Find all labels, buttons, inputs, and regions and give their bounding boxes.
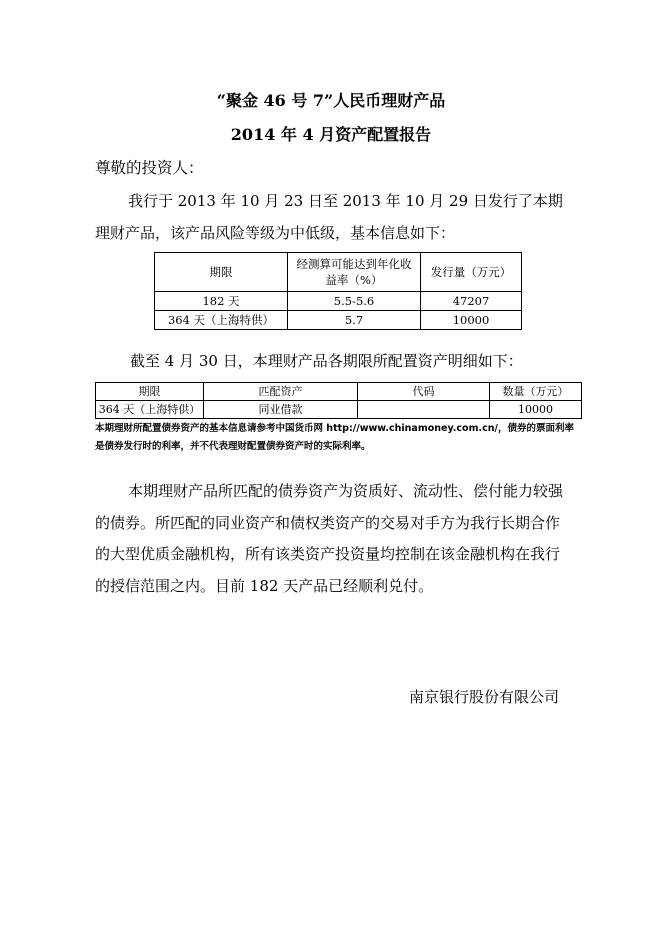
report-title-line1: “聚金 46 号 7”人民币理财产品 — [216, 91, 446, 110]
table-cell: 364 天（上海特供） — [96, 401, 204, 419]
header-quantity: 数量（万元） — [490, 383, 582, 401]
table-header-row — [96, 383, 582, 401]
signature: 南京银行股份有限公司 — [409, 688, 560, 706]
intro-paragraph-text: 我行于 2013 年 10 月 23 日至 2013 年 10 月 29 日发行了本期理财产品，该产品风险等级为中低级，基本信息如下： — [95, 192, 563, 242]
header-issue-amount: 发行量（万元） — [421, 253, 522, 292]
table-cell: 182 天 — [155, 292, 288, 311]
header-term: 期限 — [155, 253, 288, 292]
asset-allocation-table — [95, 382, 582, 419]
table-cell: 5.7 — [288, 311, 421, 330]
closing-paragraph-text: 本期理财产品所匹配的债券资产为资质好、流动性、偿付能力较强的债券。所匹配的同业资产和债权类资产的交易对手方为我行长期合作的大型优质金融机构，所有该类资产投资量均控制在该金融机构在我行的授信范围之内。目前 182 天产品已经顺利兑付。 — [95, 482, 564, 595]
intro-paragraph — [95, 186, 570, 249]
table-cell: 5.5-5.6 — [288, 292, 421, 311]
allocation-intro: 截至 4 月 30 日，本理财产品各期限所配置资产明细如下： — [130, 352, 523, 370]
header-term: 期限 — [96, 383, 204, 401]
report-title-line2: 2014 年 4 月资产配置报告 — [230, 125, 432, 144]
table-header-row — [155, 253, 522, 292]
header-yield: 经测算可能达到年化收益率（%） — [288, 253, 421, 292]
closing-paragraph — [95, 476, 570, 602]
table-row — [155, 292, 522, 311]
table-cell: 10000 — [421, 311, 522, 330]
table-cell: 同业借款 — [204, 401, 358, 419]
table-cell: 364 天（上海特供） — [155, 311, 288, 330]
header-matched-asset: 匹配资产 — [204, 383, 358, 401]
bond-info-note: 本期理财所配置债券资产的基本信息请参考中国货币网 http://www.chinamoney.com.cn/，债券的票面利率是债券发行时的利率，并不代表理财配置债券资产时的实际利率。 — [95, 423, 574, 452]
table-cell: 47207 — [421, 292, 522, 311]
table-cell: 10000 — [490, 401, 582, 419]
product-info-table — [154, 252, 522, 330]
header-code: 代码 — [358, 383, 490, 401]
table-cell — [358, 401, 490, 419]
table-row — [155, 311, 522, 330]
table-row — [96, 401, 582, 419]
salutation: 尊敬的投资人： — [95, 159, 204, 177]
